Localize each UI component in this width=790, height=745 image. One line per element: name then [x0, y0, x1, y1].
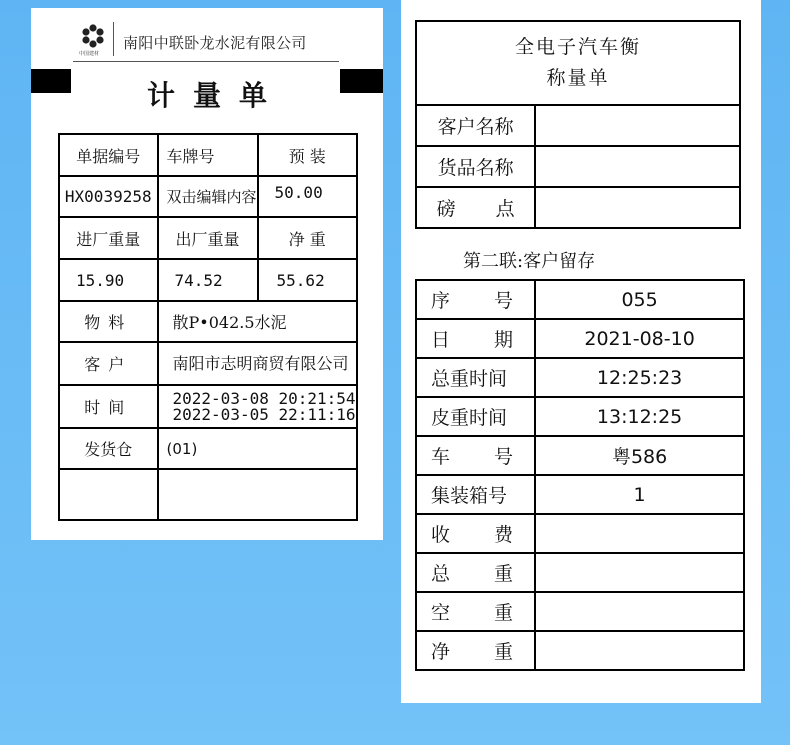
gross-time-value: 12:25:23 [535, 358, 744, 397]
gross-weight-label: 总 重 [416, 553, 535, 592]
header-divider [113, 22, 114, 56]
fee-value [535, 514, 744, 553]
gross-time-label: 总重时间 [416, 358, 535, 397]
net-weight-value [535, 631, 744, 670]
date-label: 日 期 [416, 319, 535, 358]
weighing-ticket-left [31, 8, 383, 540]
warehouse-label: 发货仓 [59, 428, 158, 469]
warehouse-value: (01) [158, 428, 357, 469]
doc-no-value: HX0039258 [59, 176, 158, 217]
time-out: 2022-03-05 22:11:16 [172, 404, 356, 424]
header-plate: 车牌号 [158, 134, 258, 176]
weighing-ticket-right [401, 0, 761, 703]
material-value: 散P•042.5水泥 [158, 301, 357, 342]
in-weight-value: 15.90 [59, 259, 158, 301]
material-label: 物料 [59, 301, 158, 342]
time-in: 2022-03-08 20:21:54 [172, 388, 356, 408]
customer-name-value [535, 105, 740, 146]
ticket2-detail-table [415, 279, 745, 671]
tare-time-value: 13:12:25 [535, 397, 744, 436]
customer-label: 客户 [59, 342, 158, 385]
net-weight-value: 55.62 [258, 259, 357, 301]
title-line-1: 全电子汽车衡 [514, 36, 641, 58]
gross-weight-value [535, 553, 744, 592]
ticket2-header-table [415, 20, 741, 229]
header-in-weight: 进厂重量 [59, 217, 158, 259]
vehicle-no-label: 车 号 [416, 436, 535, 475]
header-rule [73, 61, 339, 62]
goods-name-value [535, 146, 740, 187]
empty-cell-left [59, 469, 158, 520]
empty-weight-value [535, 592, 744, 631]
plate-value[interactable]: 双击编辑内容 [158, 176, 258, 217]
copy-label: 第二联:客户留存 [463, 251, 596, 272]
time-values [158, 385, 357, 428]
vehicle-no-value: 粤586 [535, 436, 744, 475]
preload-value: 50.00 [258, 176, 357, 217]
empty-weight-label: 空 重 [416, 592, 535, 631]
out-weight-value: 74.52 [158, 259, 258, 301]
customer-value: 南阳市志明商贸有限公司 [158, 342, 357, 385]
tare-time-label: 皮重时间 [416, 397, 535, 436]
scale-point-value [535, 187, 740, 228]
fee-label: 收 费 [416, 514, 535, 553]
serial-label: 序 号 [416, 280, 535, 319]
logo-caption: 中国建材 [79, 51, 100, 57]
header-preload: 预 装 [258, 134, 357, 176]
ticket2-title [416, 21, 740, 105]
title-line-2: 称量单 [546, 67, 610, 89]
goods-name-label: 货品名称 [416, 146, 535, 187]
ticket1-table [58, 133, 358, 521]
header-net-weight: 净 重 [258, 217, 357, 259]
empty-cell-right [158, 469, 357, 520]
net-weight-label: 净 重 [416, 631, 535, 670]
scale-point-label: 磅 点 [416, 187, 535, 228]
company-name: 南阳中联卧龙水泥有限公司 [123, 34, 307, 52]
header-out-weight: 出厂重量 [158, 217, 258, 259]
ticket-title: 计量单 [146, 79, 285, 112]
container-no-value: 1 [535, 475, 744, 514]
company-logo-icon [81, 24, 105, 48]
time-label: 时间 [59, 385, 158, 428]
date-value: 2021-08-10 [535, 319, 744, 358]
header-doc-no: 单据编号 [59, 134, 158, 176]
customer-name-label: 客户名称 [416, 105, 535, 146]
container-no-label: 集装箱号 [416, 475, 535, 514]
serial-value: 055 [535, 280, 744, 319]
